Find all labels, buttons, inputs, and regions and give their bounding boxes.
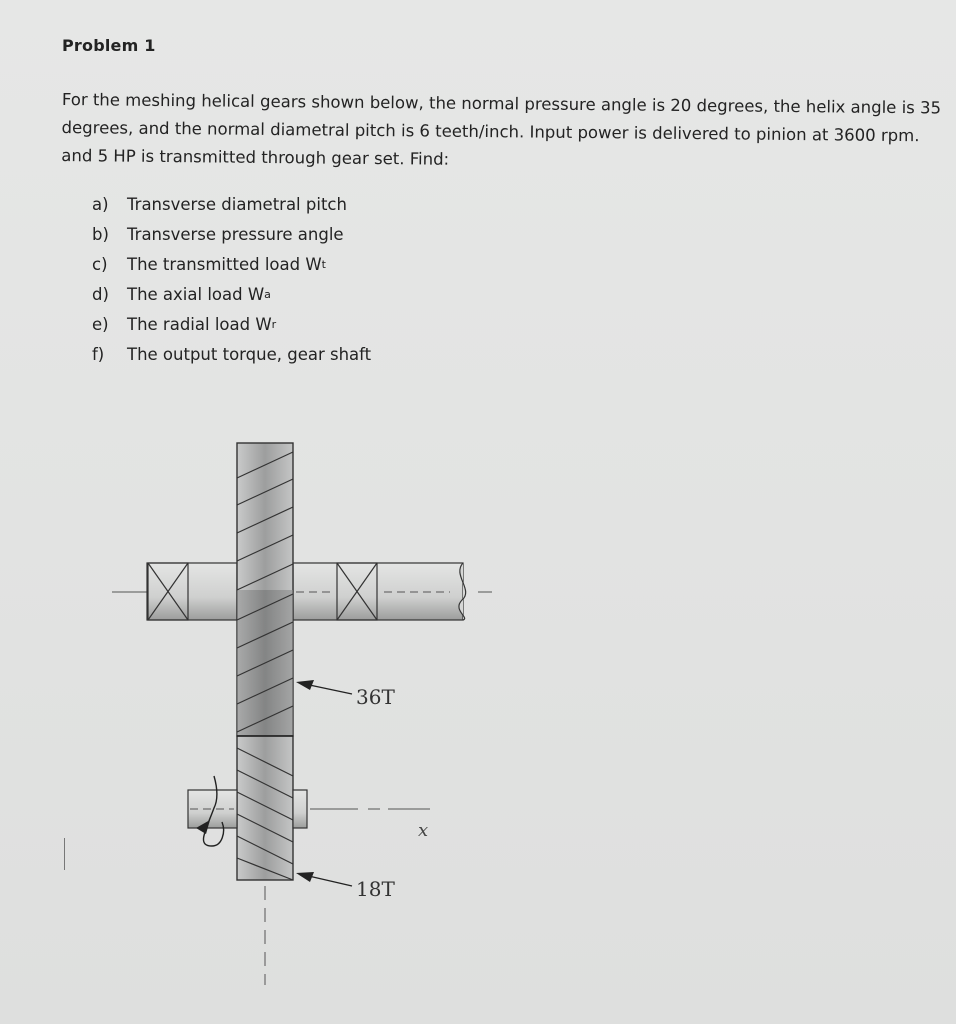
- gear-tooth-count: 36T: [356, 685, 395, 709]
- large-gear: [237, 443, 293, 736]
- item-subscript: t: [321, 258, 326, 271]
- item-text: The output torque, gear shaft: [127, 345, 372, 364]
- problem-statement: For the meshing helical gears shown below, the normal pressure angle is 20 degrees, the helix angle is 35 degrees, and the normal diametral pitch is 6 teeth/inch. Input power is delivered to pinion at 3600 rpm. and 5 HP is transmitted through gear set. Find:: [61, 89, 942, 169]
- gear-shaft: [112, 563, 492, 620]
- item-text: The radial load W: [127, 315, 272, 334]
- axis-label: x: [418, 820, 429, 841]
- item-label: f): [92, 345, 105, 364]
- item-label: c): [92, 255, 108, 274]
- problem-title: Problem 1: [62, 36, 156, 55]
- item-text: The transmitted load W: [127, 255, 322, 274]
- pinion-shaft: [188, 776, 430, 846]
- label-36t: [296, 680, 395, 709]
- label-18t: [296, 872, 395, 901]
- page-edge-mark: [64, 838, 65, 870]
- item-label: a): [92, 195, 109, 214]
- item-text: Transverse pressure angle: [127, 225, 344, 244]
- pinion-tooth-count: 18T: [356, 877, 395, 901]
- item-text: Transverse diametral pitch: [127, 195, 347, 214]
- item-subscript: r: [271, 318, 277, 331]
- pinion-gear: [237, 736, 293, 880]
- item-text: The axial load W: [127, 285, 265, 304]
- item-label: b): [92, 225, 109, 244]
- item-label: e): [92, 315, 109, 334]
- item-subscript: a: [264, 288, 271, 301]
- item-label: d): [92, 285, 109, 304]
